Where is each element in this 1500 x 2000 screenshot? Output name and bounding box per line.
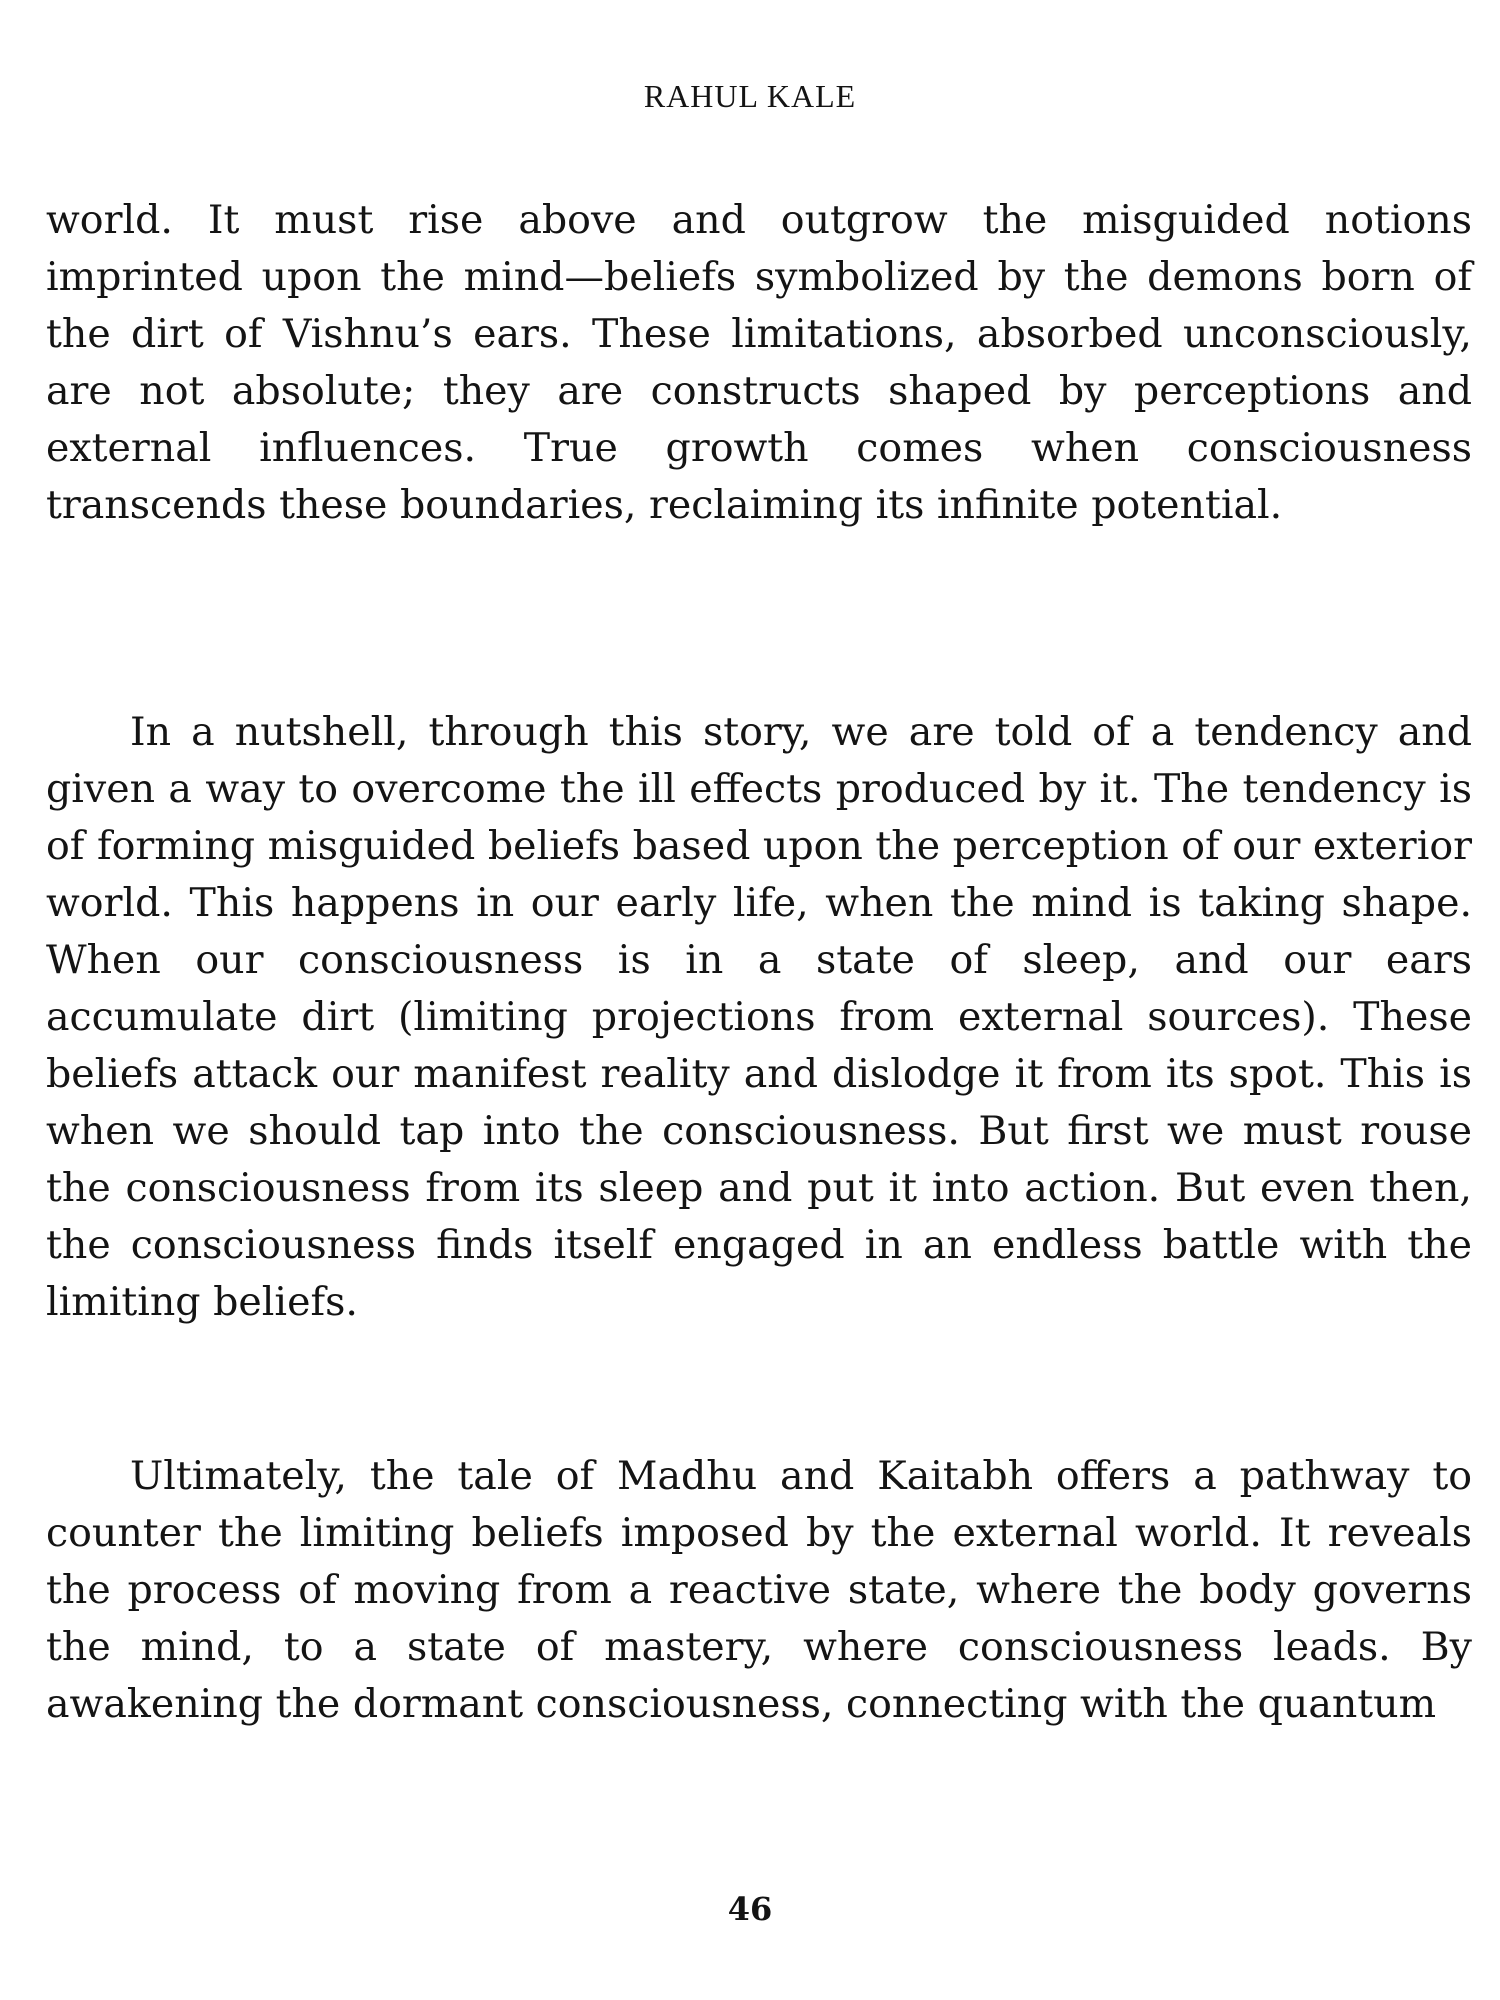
running-header: RAHUL KALE [643, 78, 857, 114]
paragraph-ultimately: Ultimately, the tale of Madhu and Kaitabh offers a pathway to counter the limiting beliefs imposed by the external world. It reveals the process of moving from a reactive state, where the body governs the mind, to a state of mastery, where consciousness leads. By awakening the dormant consciousness, connecting with the quantum [46, 1453, 1472, 1727]
page-number: 46 [727, 1890, 773, 1928]
paragraph-nutshell: In a nutshell, through this story, we are told of a tendency and given a way to overcome the ill effects produced by it. The tendency is of forming misguided beliefs based upon the perception of our exterior world. This happens in our early life, when the mind is taking shape. When our consciousness is in a state of sleep, and our ears accumulate dirt (limiting projections from external sources). These beliefs attack our manifest reality and dislodge it from its spot. This is when we should tap into the consciousness. But first we must rouse the consciousness from its sleep and put it into action. But even then, the consciousness finds itself engaged in an endless battle with the limiting beliefs. [46, 709, 1472, 1325]
paragraph-continuation: world. It must rise above and outgrow the misguided notions imprinted upon the mind—beliefs symbolized by the demons born of the dirt of Vishnu’s ears. These limitations, absorbed unconsciously, are not absolute; they are constructs shaped by perceptions and external influences. True growth comes when consciousness transcends these boundaries, reclaiming its infinite potential. [46, 197, 1472, 528]
